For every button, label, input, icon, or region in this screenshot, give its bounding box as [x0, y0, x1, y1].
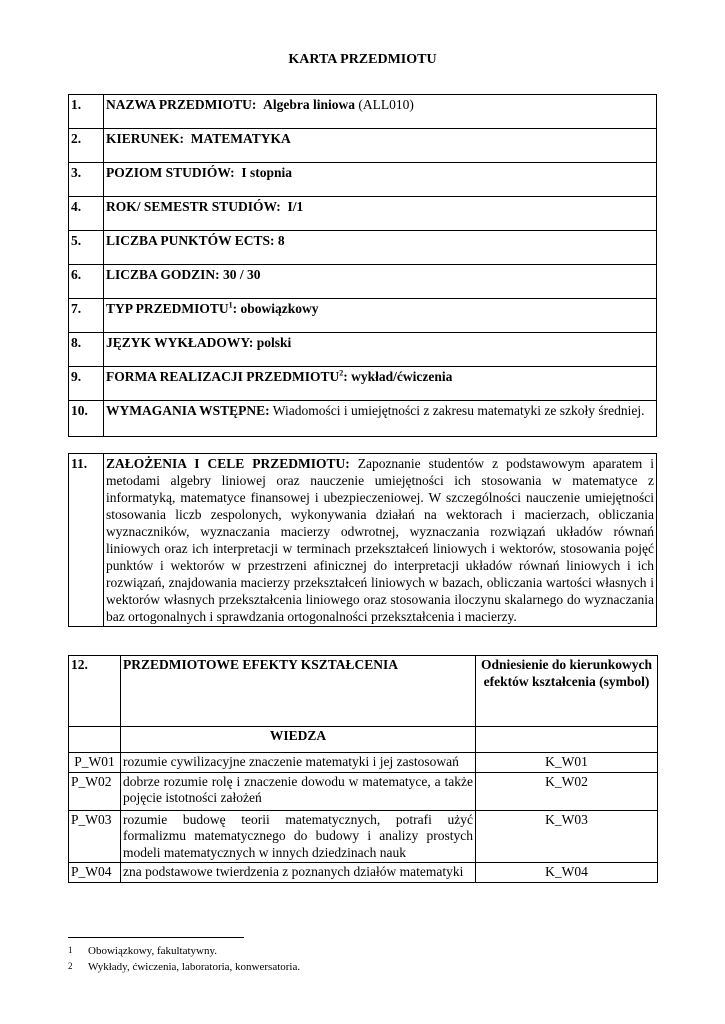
footnote-text: Obowiązkowy, fakultatywny.: [88, 945, 218, 957]
row-label: WYMAGANIA WSTĘPNE:: [106, 403, 270, 418]
row-label: LICZBA PUNKTÓW ECTS:: [106, 233, 275, 248]
outcome-text: rozumie budowę teorii matematycznych, potrafi użyć formalizmu matematycznego do budowy i analizy prostych modeli matematycznych w innych dziedzinach nauk: [121, 810, 476, 863]
outcome-text: rozumie cywilizacyjne znaczenie matematyki i jej zastosowań: [121, 753, 476, 773]
outcome-ref: K_W02: [476, 772, 658, 810]
reference-header: Odniesienie do kierunkowych efektów kształcenia (symbol): [476, 656, 658, 727]
row-value: 8: [277, 233, 285, 248]
table-row: [69, 197, 657, 231]
footnote-divider: [68, 937, 244, 938]
learning-outcomes-table: [68, 655, 658, 883]
knowledge-header: WIEDZA: [121, 727, 476, 753]
row-label: NAZWA PRZEDMIOTU:: [106, 97, 257, 112]
course-info-table: [68, 94, 657, 437]
row-value: 30 / 30: [223, 267, 261, 282]
row-value: : wykład/ćwiczenia: [343, 369, 453, 384]
page-title: KARTA PRZEDMIOTU: [288, 52, 437, 67]
row-number: 9.: [69, 367, 104, 401]
row-value: I stopnia: [241, 165, 293, 180]
row-label: KIERUNEK:: [106, 131, 185, 146]
footnote-mark: 2: [68, 961, 73, 971]
row-value: : obowiązkowy: [232, 301, 319, 316]
table-row: [69, 231, 657, 265]
row-value: Algebra liniowa: [263, 97, 356, 112]
course-code: (ALL010): [358, 97, 414, 112]
table-row: [69, 265, 657, 299]
row-label: POZIOM STUDIÓW:: [106, 165, 235, 180]
row-number: 5.: [69, 231, 104, 265]
row-value: I/1: [287, 199, 304, 214]
section-text: Zapoznanie studentów z podstawowym aparatem i metodami algebry liniowej oraz nauczenie umiejętności ich stosowania w matematyce z informatyką, matematyce finansowej i ubezpieczeniowej. W szczególności nauczenie umiejętności stosowania liczb zespolonych, wykonywania działań na wektorach i macierzach, obliczania wyznaczników, wyznaczania macierzy odwrotnej, wyznaczania rozwiązań układów równań liniowych oraz ich interpretacji w terminach przekształceń liniowych i wektorów, stosowania pojęć punktów i wektorów w przestrzeni afinicznej do interpretacji układów równań liniowych i ich rozwiązań, znajdowania macierzy przekształceń liniowych w bazach, obliczania wartości własnych i wektorów własnych przekształcenia liniowego oraz stosowania iloczynu skalarnego do wyznaczania baz ortogonalnych i sprawdzania ortogonalności przekształcenia i macierzy.: [106, 456, 654, 624]
section-label: ZAŁOŻENIA I CELE PRZEDMIOTU:: [106, 456, 350, 471]
table-row: [69, 129, 657, 163]
footnote-text: Wykłady, ćwiczenia, laboratoria, konwersatoria.: [88, 961, 301, 973]
row-number: 1.: [69, 95, 104, 129]
section-number: 12.: [69, 656, 121, 727]
row-number: 11.: [69, 454, 104, 627]
outcome-code: P_W01: [69, 753, 121, 773]
row-label: TYP PRZEDMIOTU: [106, 301, 229, 316]
outcome-ref: K_W01: [476, 753, 658, 773]
row-number: 10.: [69, 401, 104, 437]
outcome-text: dobrze rozumie rolę i znaczenie dowodu w matematyce, a także pojęcie istotności założeń: [121, 772, 476, 810]
outcome-ref: K_W03: [476, 810, 658, 863]
row-value: Wiadomości i umiejętności z zakresu matematyki ze szkoły średniej.: [272, 403, 645, 418]
row-number: 7.: [69, 299, 104, 333]
table-header-row: [69, 656, 658, 727]
row-number: 2.: [69, 129, 104, 163]
footnote-mark: 1: [68, 945, 73, 955]
row-label: ROK/ SEMESTR STUDIÓW:: [106, 199, 281, 214]
table-row: [69, 810, 658, 863]
table-row: [69, 333, 657, 367]
table-subheader-row: [69, 727, 658, 753]
footnote: [68, 945, 217, 957]
footnote: [68, 961, 300, 973]
outcome-text: zna podstawowe twierdzenia z poznanych działów matematyki: [121, 863, 476, 883]
footnote-ref: 1: [228, 300, 233, 310]
table-row: [69, 299, 657, 333]
table-row: [69, 753, 658, 773]
outcome-code: P_W02: [69, 772, 121, 810]
section-header: PRZEDMIOTOWE EFEKTY KSZTAŁCENIA: [121, 656, 476, 727]
row-number: 4.: [69, 197, 104, 231]
outcome-code: P_W04: [69, 863, 121, 883]
table-row: [69, 367, 657, 401]
row-number: 3.: [69, 163, 104, 197]
table-row: [69, 95, 657, 129]
table-row: [69, 401, 657, 437]
table-row: [69, 772, 658, 810]
row-number: 8.: [69, 333, 104, 367]
row-label: LICZBA GODZIN:: [106, 267, 220, 282]
row-label: FORMA REALIZACJI PRZEDMIOTU: [106, 369, 340, 384]
table-row: [69, 863, 658, 883]
footnote-ref: 2: [339, 368, 344, 378]
row-label: JĘZYK WYKŁADOWY:: [106, 335, 254, 350]
course-goals-table: [68, 453, 657, 627]
row-number: 6.: [69, 265, 104, 299]
table-row: [69, 163, 657, 197]
row-value: MATEMATYKA: [190, 131, 291, 146]
row-value: polski: [256, 335, 292, 350]
table-row: [69, 454, 657, 627]
outcome-ref: K_W04: [476, 863, 658, 883]
outcome-code: P_W03: [69, 810, 121, 863]
